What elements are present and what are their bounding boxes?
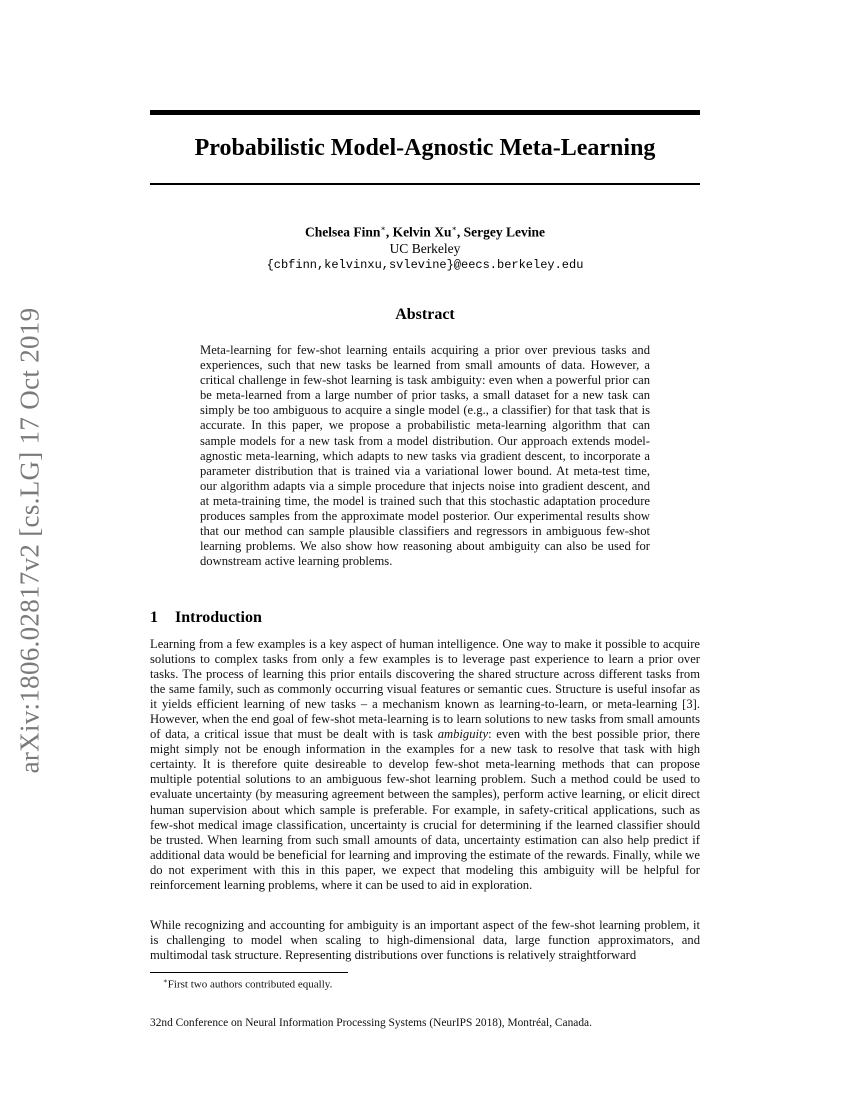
section-heading-introduction <box>150 609 700 627</box>
section-title: Introduction <box>175 609 262 626</box>
arxiv-identifier: arXiv:1806.02817v2 [cs.LG] 17 Oct 2019 <box>14 307 45 773</box>
equal-contribution-mark: ∗ <box>380 224 386 233</box>
title-bottom-rule <box>150 183 700 185</box>
author-name: Chelsea Finn <box>304 224 381 240</box>
footnote <box>163 975 663 992</box>
paragraph-text: : even with the best possible prior, there might simply not be enough information in the examples for a new task to resolve that task with high certainty. It is therefore quite desireable to develop few-shot meta-learning methods that can propose multiple potential solutions to an ambiguous few-shot learning problem. Such a method could be used to evaluate uncertainty (by measuring agreement between the samples), perform active learning, or elicit direct human supervision about which sample is preferable. For example, in safety-critical applications, such as few-shot medical image classification, uncertainty is crucial for determining if the learned classifier should be trusted. When learning from such small amounts of data, uncertainty estimation can also help predict if additional data would be beneficial for learning and improving the estimate of the rewards. Finally, while we do not experiment with this in this paper, we expect that modeling this ambiguity will be helpful for reinforcement learning problems, where it can be used to aid in exploration. <box>150 727 700 892</box>
intro-paragraph-2: While recognizing and accounting for ambiguity is an important aspect of the few-shot learning problem, it is challenging to model when scaling to high-dimensional data, large function approximators, and multimodal task structure. Representing distributions over functions is relatively straightforward <box>150 918 700 963</box>
affiliation: UC Berkeley <box>389 240 461 256</box>
author-emails: {cbfinn,kelvinxu,svlevine}@eecs.berkeley.edu <box>266 257 584 272</box>
title-top-rule <box>150 110 700 115</box>
section-number: 1 <box>150 609 158 626</box>
footnote-rule <box>150 972 348 973</box>
paper-title: Probabilistic Model-Agnostic Meta-Learning <box>194 135 656 161</box>
author-name: , Sergey Levine <box>456 224 545 240</box>
emphasized-term: ambiguity <box>437 727 489 742</box>
equal-contribution-mark: ∗ <box>451 224 457 233</box>
conference-venue-note: 32nd Conference on Neural Information Processing Systems (NeurIPS 2018), Montréal, Canada. <box>150 1017 592 1029</box>
intro-paragraph-1 <box>150 637 700 893</box>
author-names <box>150 221 700 241</box>
abstract-text: Meta-learning for few-shot learning entails acquiring a prior over previous tasks and experiences, such that new tasks be learned from small amounts of data. However, a critical challenge in few-shot learning is task ambiguity: even when a powerful prior can be meta-learned from a large number of prior tasks, a small dataset for a new task can simply be too ambiguous to acquire a single model (e.g., a classifier) for that task that is accurate. In this paper, we propose a probabilistic meta-learning algorithm that can sample models for a new task from a model distribution. Our approach extends model-agnostic meta-learning, which adapts to new tasks via gradient descent, to incorporate a parameter distribution that is trained via a variational lower bound. At meta-test time, our algorithm adapts via a simple procedure that injects noise into gradient descent, and at meta-training time, the model is trained such that this stochastic adaptation procedure produces samples from the approximate model posterior. Our experimental results show that our method can sample plausible classifiers and regressors in ambiguous few-shot learning problems. We also show how reasoning about ambiguity can also be used for downstream active learning problems. <box>200 343 650 569</box>
arxiv-side-stamp <box>10 290 50 790</box>
author-name: , Kelvin Xu <box>385 224 452 240</box>
author-block <box>150 221 700 273</box>
footnote-mark: ∗ <box>163 977 168 985</box>
footnote-text: First two authors contributed equally. <box>167 978 333 991</box>
abstract-heading: Abstract <box>395 306 455 323</box>
paragraph-text: Learning from a few examples is a key aspect of human intelligence. One way to make it possible to acquire solutions to complex tasks from only a few examples is to leverage past experience to learn a prior over tasks. The process of learning this prior entails discovering the shared structure across different tasks from the same family, such as commonly occurring visual features or semantic cues. Structure is useful insofar as it yields efficient learning of new tasks – a mechanism known as learning-to-learn, or meta-learning [3]. However, when the end goal of few-shot meta-learning is to learn solutions to new tasks from small amounts of data, a critical issue that must be dealt with is task <box>150 637 700 742</box>
